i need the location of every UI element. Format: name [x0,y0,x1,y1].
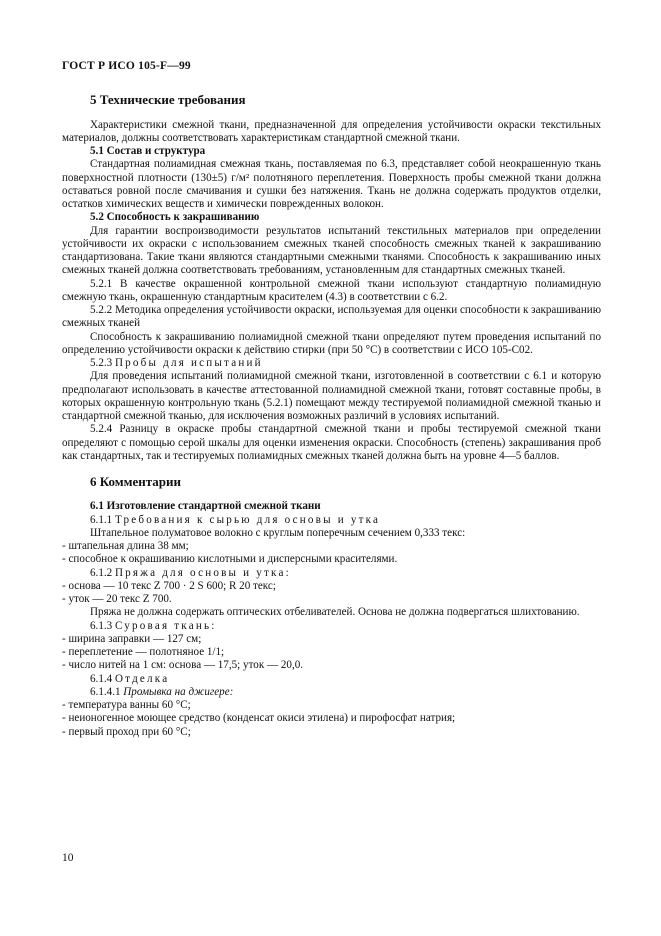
clause-6-1-2-text: Пряжа не должна содержать оптических отбеливателей. Основа не должна подвергаться шлихтованию. [90,606,580,619]
clause-6-1-3-title [62,620,601,633]
list-item: - первый проход при 60 °С; [62,725,191,738]
clause-6-1-4-1-number: 6.1.4.1 [90,685,121,698]
list-item: - способное к окрашиванию кислотными и дисперсными красителями. [62,553,398,566]
clause-5-2-3-title [62,357,601,370]
document-page [62,60,601,739]
clause-6-1-3-number: 6.1.3 [90,619,113,632]
list-item: - ширина заправки — 127 см; [62,632,202,645]
list-item: - основа — 10 текс Z 700 · 2 S 600; R 20 текс; [62,579,276,592]
list-item: - число нитей на 1 см: основа — 17,5; уток — 20,0. [62,659,304,672]
list-item: - температура ванны 60 °С; [62,699,191,711]
section-5-1-text: Стандартная полиамидная смежная ткань, поставляемая по 6.3, представляет собой неокрашенную ткань поверхностной плотности (130±5) г/м² полотняного переплетения. Поверхность пробы смежной ткани должна оставаться ровной после смачивания и сушки без натяжения. Ткань не должна содержать продуктов отделки, остатков химических веществ и химически поврежденных волокон. [62,158,601,210]
clause-6-1-1-text: Штапельное полуматовое волокно с круглым поперечным сечением 0,333 текс: [90,526,466,539]
section-5-intro: Характеристики смежной ткани, предназначенной для определения устойчивости окраски текстильных материалов, должны соответствовать характеристикам стандартной смежной ткани. [62,118,601,144]
clause-6-1-1-title-text: Требования к сырью для основы и утка [114,513,381,526]
list-item: - неионогенное моющее средство (конденсат окиси этилена) и пирофосфат натрия; [62,712,456,725]
section-5-1-heading: 5.1 Состав и структура [90,145,206,157]
clause-6-1-4-title [62,673,601,686]
clause-5-2-3-number: 5.2.3 [90,357,113,369]
clause-5-2-2: 5.2.2 Методика определения устойчивости окраски, используемая для оценки способности к закрашиванию смежных тканей [62,304,602,330]
clause-6-1-4-1-title [62,686,601,699]
section-5-2-text: Для гарантии воспроизводимости результатов испытаний текстильных материалов при определении устойчивости их окраски с использованием смежных тканей способность смежных тканей к закрашиванию стандартизована. Такие ткани являются стандартными смежными тканями. Способность к закрашиванию иных смежных тканей должна соответствовать требованиям, установленным для стандартных смежных тканей. [62,224,601,277]
page-number: 10 [62,852,74,864]
clause-5-2-4: 5.2.4 Разницу в окраске пробы стандартной смежной ткани и пробы тестируемой смежной ткани определяют с помощью серой шкалы для оценки изменения окраски. Способность (степень) закрашивания проб как стандартных, так и тестируемых полиамидных смежных тканей должна быть на уровне 4—5 баллов. [62,423,601,462]
clause-5-2-1: 5.2.1 В качестве окрашенной контрольной смежной ткани используют стандартную полиамидную смежную ткань, окрашенную стандартным красителем (4.3) в соответствии с 6.2. [62,277,601,303]
clause-6-1-4-title-text: Отделка [114,672,170,685]
clause-5-2-3-title-text: Пробы для испытаний [114,357,263,369]
clause-6-1-4-1-title-text: Промывка на джигере: [123,685,234,698]
standard-header: ГОСТ Р ИСО 105-F—99 [62,60,191,72]
clause-6-1-1-title [62,514,601,527]
list-item: - штапельная длина 38 мм; [62,540,189,552]
section-5-2-heading: 5.2 Способность к закрашиванию [90,211,260,224]
section-5-heading: 5 Технические требования [90,92,246,108]
clause-6-1-1-number: 6.1.1 [90,513,113,526]
list-item: - уток — 20 текс Z 700. [62,593,172,605]
clause-6-1-3-title-text: Суровая ткань: [114,619,217,632]
clause-6-1-2-number: 6.1.2 [90,566,113,579]
section-6-heading: 6 Комментарии [90,474,182,489]
clause-5-2-2-text: Способность к закрашиванию полиамидной смежной ткани определяют путем проведения испытаний по определению устойчивости окраски к действию стирки (при 50 °С) в соответствии с ИСО 105-C02. [62,330,601,356]
section-6-1-heading: 6.1 Изготовление стандартной смежной ткани [90,500,321,513]
clause-6-1-2-title-text: Пряжа для основы и утка: [114,566,291,579]
clause-6-1-4-number: 6.1.4 [90,672,113,685]
clause-5-2-3-text: Для проведения испытаний полиамидной смежной ткани, изготовленной в соответствии с 6.1 и которую предполагают использовать в качестве аттестованной полиамидной смежной ткани, готовят составные пробы, в которых окрашенную контрольную ткань (5.2.1) помещают между тестируемой полиамидной смежной тканью и стандартной смежной тканью, для исключения возможных различий в условиях испытаний. [62,370,601,422]
clause-6-1-2-title [62,567,601,580]
list-item: - переплетение — полотняное 1/1; [62,646,225,658]
